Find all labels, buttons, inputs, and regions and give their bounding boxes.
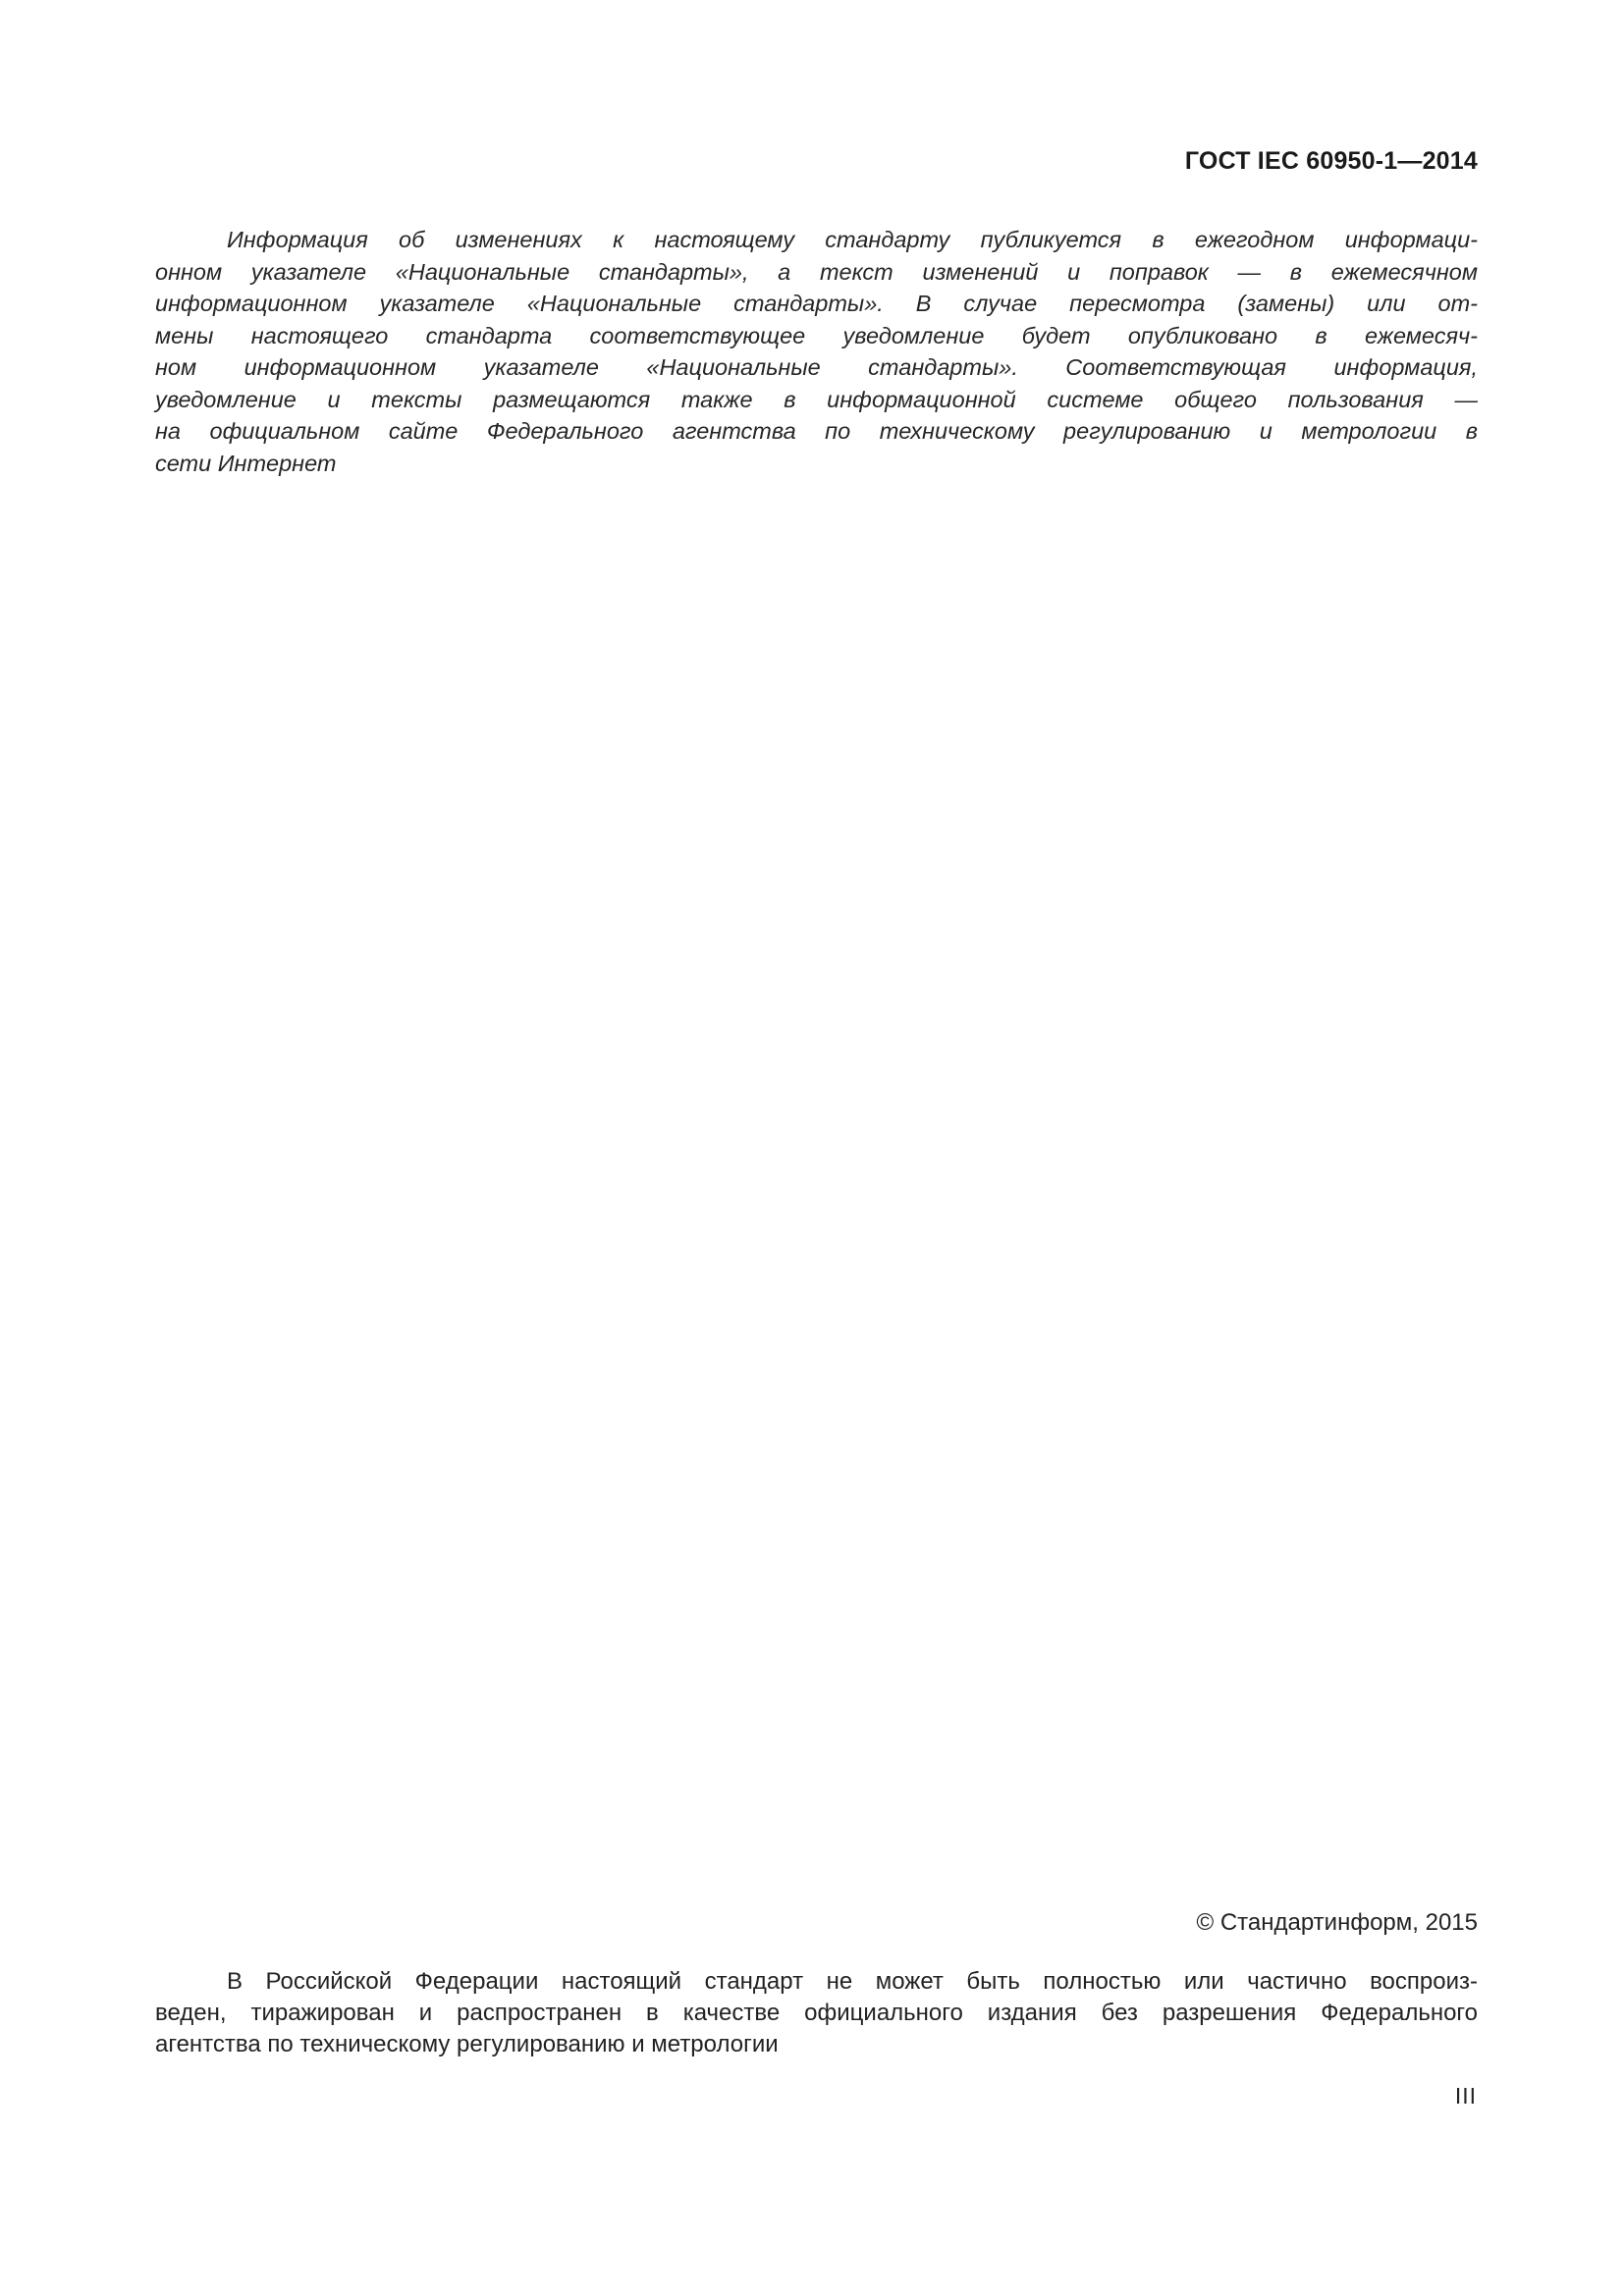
paragraph-line: мены настоящего стандарта соответствующее уведомление будет опубликовано в ежемесяч- xyxy=(155,322,1478,348)
paragraph-line: ном информационном указателе «Национальные стандарты». Соответствующая информация, xyxy=(155,354,1478,380)
paragraph-line: онном указателе «Национальные стандарты», а текст изменений и поправок — в ежемесячном xyxy=(155,258,1478,285)
reproduction-notice-paragraph xyxy=(155,1966,1478,2060)
paragraph-line: агентства по техническому регулированию и метрологии xyxy=(155,2031,779,2057)
paragraph-line: сети Интернет xyxy=(155,450,337,476)
paragraph-line: Информация об изменениях к настоящему стандарту публикуется в ежегодном информаци- xyxy=(227,227,1478,252)
paragraph-line: уведомление и тексты размещаются также в информационной системе общего пользования — xyxy=(155,386,1478,412)
paragraph-line: В Российской Федерации настоящий стандарт не может быть полностью или частично воспроиз- xyxy=(227,1968,1478,1995)
amendments-info-paragraph xyxy=(155,224,1478,479)
paragraph-line: веден, тиражирован и распространен в качестве официального издания без разрешения Федерального xyxy=(155,2000,1478,2026)
page-number: III xyxy=(1454,2083,1477,2109)
paragraph-line: информационном указателе «Национальные стандарты». В случае пересмотра (замены) или от- xyxy=(155,291,1478,316)
copyright-notice: © Стандартинформ, 2015 xyxy=(1196,1909,1478,1936)
document-code-header: ГОСТ IEC 60950-1—2014 xyxy=(1184,147,1478,175)
paragraph-line: на официальном сайте Федерального агентства по техническому регулированию и метрологии в xyxy=(155,418,1478,444)
